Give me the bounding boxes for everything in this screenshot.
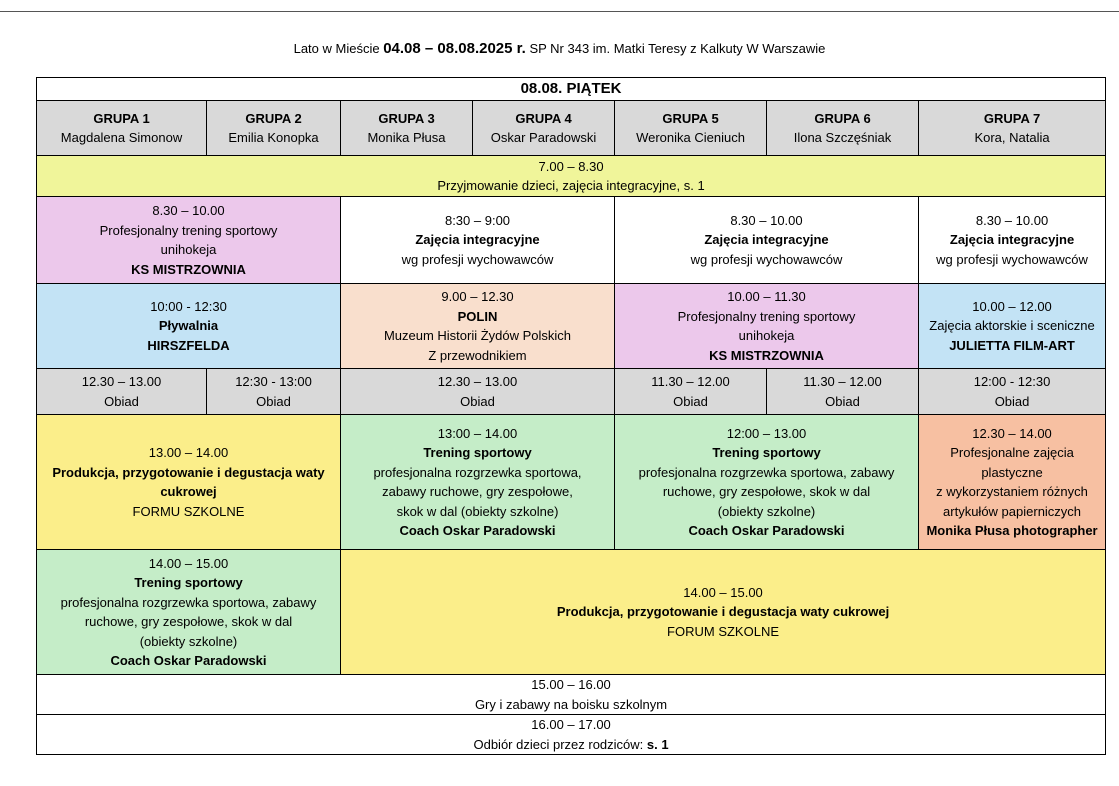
afternoon-g12: 13.00 – 14.00 Produkcja, przygotowanie i degustacja waty cukrowej FORMU SZKOLNE bbox=[37, 415, 341, 550]
morning-g12: 8.30 – 10.00 Profesjonalny trening sportowy unihokeja KS MISTRZOWNIA bbox=[37, 197, 341, 284]
day-title-row bbox=[37, 78, 1106, 101]
group-header-3: GRUPA 3 Monika Płusa bbox=[341, 101, 473, 156]
late-afternoon-row bbox=[37, 550, 1106, 675]
pickup-row bbox=[37, 715, 1106, 755]
morning-g34: 8:30 – 9:00 Zajęcia integracyjne wg profesji wychowawców bbox=[341, 197, 615, 284]
late-morning-g34: 9.00 – 12.30 POLIN Muzeum Historii Żydów Polskich Z przewodnikiem bbox=[341, 284, 615, 369]
top-rule bbox=[0, 11, 1119, 12]
page-header bbox=[0, 40, 1119, 57]
group-header-6: GRUPA 6 Ilona Szczęśniak bbox=[767, 101, 919, 156]
afternoon-g56: 12:00 – 13.00 Trening sportowy profesjonalna rozgrzewka sportowa, zabawy ruchowe, gry zespołowe, skok w dal (obiekty szkolne) Coach Oskar Paradowski bbox=[615, 415, 919, 550]
lunch-g1: 12.30 – 13.00 Obiad bbox=[37, 369, 207, 415]
header-prefix: Lato w Mieście bbox=[293, 41, 384, 56]
games-row bbox=[37, 675, 1106, 715]
afternoon-row bbox=[37, 415, 1106, 550]
lunch-row bbox=[37, 369, 1106, 415]
late-afternoon-g37: 14.00 – 15.00 Produkcja, przygotowanie i degustacja waty cukrowej FORUM SZKOLNE bbox=[341, 550, 1106, 675]
lunch-g2: 12:30 - 13:00 Obiad bbox=[207, 369, 341, 415]
late-morning-g7: 10.00 – 12.00 Zajęcia aktorskie i sceniczne JULIETTA FILM-ART bbox=[919, 284, 1106, 369]
lunch-g7: 12:00 - 12:30 Obiad bbox=[919, 369, 1106, 415]
lunch-g5: 11.30 – 12.00 Obiad bbox=[615, 369, 767, 415]
afternoon-g34: 13:00 – 14.00 Trening sportowy profesjonalna rozgrzewka sportowa, zabawy ruchowe, gry zespołowe, skok w dal (obiekty szkolne) Coach Oskar Paradowski bbox=[341, 415, 615, 550]
groups-row bbox=[37, 101, 1106, 156]
group-header-4: GRUPA 4 Oskar Paradowski bbox=[473, 101, 615, 156]
pickup-cell: 16.00 – 17.00 Odbiór dzieci przez rodziców: s. 1 bbox=[37, 715, 1106, 755]
morning-g56: 8.30 – 10.00 Zajęcia integracyjne wg profesji wychowawców bbox=[615, 197, 919, 284]
group-header-7: GRUPA 7 Kora, Natalia bbox=[919, 101, 1106, 156]
late-morning-row bbox=[37, 284, 1106, 369]
games-cell: 15.00 – 16.00 Gry i zabawy na boisku szkolnym bbox=[37, 675, 1106, 715]
header-dates: 04.08 – 08.08.2025 r. bbox=[383, 40, 526, 57]
lunch-g6: 11.30 – 12.00 Obiad bbox=[767, 369, 919, 415]
late-afternoon-g12: 14.00 – 15.00 Trening sportowy profesjonalna rozgrzewka sportowa, zabawy ruchowe, gry zespołowe, skok w dal (obiekty szkolne) Coach Oskar Paradowski bbox=[37, 550, 341, 675]
late-morning-g56: 10.00 – 11.30 Profesjonalny trening sportowy unihokeja KS MISTRZOWNIA bbox=[615, 284, 919, 369]
arrival-row bbox=[37, 156, 1106, 197]
schedule-table bbox=[36, 77, 1106, 755]
header-suffix: SP Nr 343 im. Matki Teresy z Kalkuty W Warszawie bbox=[525, 41, 826, 56]
group-header-1: GRUPA 1 Magdalena Simonow bbox=[37, 101, 207, 156]
morning-g7: 8.30 – 10.00 Zajęcia integracyjne wg profesji wychowawców bbox=[919, 197, 1106, 284]
group-header-5: GRUPA 5 Weronika Cieniuch bbox=[615, 101, 767, 156]
day-title: 08.08. PIĄTEK bbox=[37, 78, 1106, 101]
late-morning-g12: 10:00 - 12:30 Pływalnia HIRSZFELDA bbox=[37, 284, 341, 369]
group-header-2: GRUPA 2 Emilia Konopka bbox=[207, 101, 341, 156]
morning-row bbox=[37, 197, 1106, 284]
afternoon-g7: 12.30 – 14.00 Profesjonalne zajęcia plastyczne z wykorzystaniem różnych artykułów papierniczych Monika Płusa photographer bbox=[919, 415, 1106, 550]
arrival-cell: 7.00 – 8.30 Przyjmowanie dzieci, zajęcia integracyjne, s. 1 bbox=[37, 156, 1106, 197]
lunch-g34: 12.30 – 13.00 Obiad bbox=[341, 369, 615, 415]
